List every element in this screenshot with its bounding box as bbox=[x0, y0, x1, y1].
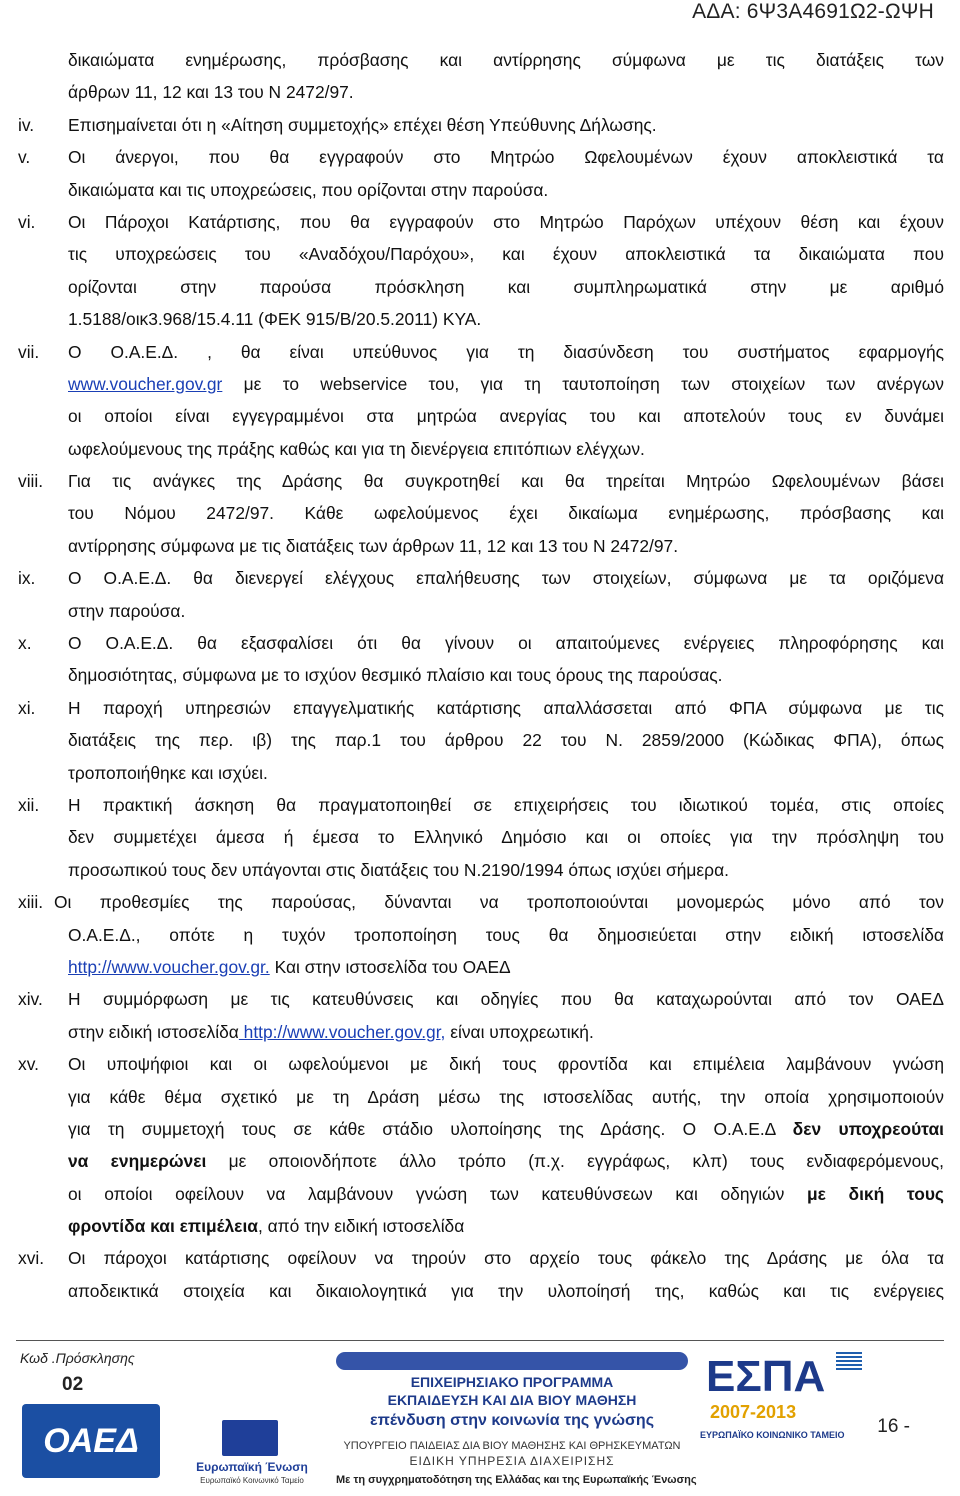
text-line: στην παρούσα. bbox=[68, 600, 186, 621]
espa-subtitle: ΕΥΡΩΠΑΪΚΟ ΚΟΙΝΩΝΙΚΟ ΤΑΜΕΙΟ bbox=[700, 1430, 845, 1440]
item-number: viii. bbox=[18, 471, 44, 492]
text-fragment: , από την ειδική ιστοσελίδα bbox=[257, 1216, 465, 1237]
invitation-code-label: Κωδ .Πρόσκλησης bbox=[20, 1350, 135, 1366]
text-line: προσωπικού τους δεν υπάγονται στις διατάξεις του Ν.2190/1994 όπως ισχύει σήμερα. bbox=[68, 859, 729, 880]
eu-logo bbox=[188, 1420, 316, 1490]
item-number: xiii. bbox=[18, 892, 44, 913]
text-line: Η πρακτική άσκηση θα πραγματοποιηθεί σε επιχειρήσεις του ιδιωτικού τομέα, στις οποίες bbox=[68, 794, 944, 815]
item-number: v. bbox=[18, 147, 31, 168]
item-number: x. bbox=[18, 633, 32, 654]
text-line bbox=[68, 1145, 944, 1177]
banner-bar bbox=[336, 1352, 688, 1370]
eu-subtitle: Ευρωπαϊκό Κοινωνικό Ταμείο bbox=[200, 1476, 304, 1485]
item-number: xv. bbox=[18, 1054, 39, 1075]
oaed-logo: ΟΑΕΔ bbox=[22, 1404, 160, 1478]
text-line: δικαιώματα και τις υποχρεώσεις, που ορίζονται στην παρούσα. bbox=[68, 179, 549, 200]
text-fragment: οι οποίοι οφείλουν να λαμβάνουν γνώση των κατευθύνσεων και οδηγιών bbox=[68, 1183, 785, 1204]
item-number: vi. bbox=[18, 211, 36, 232]
bold-fragment: να ενημερώνει bbox=[68, 1151, 207, 1172]
text-line: Οι υποψήφιοι και οι ωφελούμενοι με δική τους φροντίδα και επιμέλεια λαμβάνουν γνώση bbox=[68, 1054, 944, 1075]
bold-fragment: δεν υποχρεούται bbox=[792, 1118, 944, 1139]
text-line: για κάθε θέμα σχετικό με τη Δράση μέσω της ιστοσελίδας αυτής, την οποία χρησιμοποιούν bbox=[68, 1086, 944, 1107]
text-line bbox=[68, 1178, 944, 1210]
voucher-link[interactable]: www.voucher.gov.gr bbox=[68, 373, 223, 394]
item-number: xiv. bbox=[18, 989, 43, 1010]
text-line bbox=[68, 951, 944, 983]
item-number: vii. bbox=[18, 341, 40, 362]
banner-line: Με τη συγχρηματοδότηση της Ελλάδας και της Ευρωπαϊκής Ένωσης bbox=[336, 1474, 697, 1486]
espa-word: ΕΣΠΑ bbox=[706, 1352, 826, 1401]
text-line: ορίζονται στην παρούσα πρόσκληση και συμπληρωματικά στην με αριθμό bbox=[68, 276, 944, 297]
text-line: διατάξεις της περ. ιβ) της παρ.1 του άρθρου 22 του Ν. 2859/2000 (Κώδικας ΦΠΑ), όπως bbox=[68, 730, 944, 751]
eu-flag-icon bbox=[222, 1420, 278, 1456]
text-line: του Νόμου 2472/97. Κάθε ωφελούμενος έχει δικαίωμα ενημέρωσης, πρόσβασης και bbox=[68, 503, 944, 524]
text-line: Οι πάροχοι κατάρτισης οφείλουν να τηρούν στο αρχείο τους φάκελο της Δράσης με όλα τα bbox=[68, 1248, 944, 1269]
item-number: iv. bbox=[18, 114, 35, 135]
document-body bbox=[0, 44, 960, 1307]
text-line: οι οποίοι είναι εγγεγραμμένοι στα μητρώα ανεργίας του και αποτελούν τους εν δυνάμει bbox=[68, 406, 944, 427]
text-line: δημοσιότητας, σύμφωνα με το ισχύον θεσμικό πλαίσιο και τους όρους της παρούσας. bbox=[68, 665, 723, 686]
text-line: ωφελούμενους της πράξης καθώς και για τη διενέργεια επιτόπιων ελέγχων. bbox=[68, 438, 645, 459]
item-number: xvi. bbox=[18, 1248, 45, 1269]
text-line: Ο Ο.Α.Ε.Δ. , θα είναι υπεύθυνος για τη διασύνδεση του συστήματος εφαρμογής bbox=[68, 341, 944, 362]
text-line: αντίρρησης σύμφωνα με τις διατάξεις των άρθρων 11, 12 και 13 του Ν 2472/97. bbox=[68, 535, 679, 556]
text-line: τις υποχρεώσεις του «Αναδόχου/Παρόχου», και έχουν αποκλειστικά τα δικαιώματα που bbox=[68, 244, 944, 265]
banner-line: ΕΠΙΧΕΙΡΗΣΙΑΚΟ ΠΡΟΓΡΑΜΜΑ bbox=[410, 1374, 614, 1390]
invitation-code-value: 02 bbox=[62, 1374, 84, 1395]
ada-code: ΑΔΑ: 6Ψ3Α4691Ω2-ΩΨΗ bbox=[692, 0, 934, 23]
text-fragment: για τη συμμετοχή τους σε κάθε στάδιο υλοποίησης της Δράσης. Ο Ο.Α.Ε.Δ bbox=[68, 1118, 776, 1139]
text-line: Επισημαίνεται ότι η «Αίτηση συμμετοχής» επέχει θέση Υπεύθυνης Δήλωσης. bbox=[68, 114, 657, 135]
voucher-link[interactable]: http://www.voucher.gov.gr. bbox=[68, 956, 270, 977]
text-line: Ο.Α.Ε.Δ., οπότε η τυχόν τροποποίηση τους θα δημοσιεύεται στην ειδική ιστοσελίδα bbox=[68, 924, 944, 945]
text-fragment: με οποιονδήποτε άλλο τρόπο (π.χ. εγγράφως, κλπ) τους ενδιαφερόμενους, bbox=[228, 1151, 945, 1172]
text-line: Η συμμόρφωση με τις κατευθύνσεις και οδηγίες που θα καταχωρούνται από τον ΟΑΕΔ bbox=[68, 989, 944, 1010]
text-line bbox=[68, 1016, 944, 1048]
text-fragment: με το webservice του, για τη ταυτοποίηση των στοιχείων των ανέργων bbox=[243, 373, 944, 394]
espa-years: 2007-2013 bbox=[710, 1402, 797, 1422]
text-line bbox=[68, 1210, 944, 1242]
banner-line: ΕΙΔΙΚΗ ΥΠΗΡΕΣΙΑ ΔΙΑΧΕΙΡΙΣΗΣ bbox=[409, 1454, 615, 1468]
text-line: Ο Ο.Α.Ε.Δ. θα εξασφαλίσει ότι θα γίνουν οι απαιτούμενες ενέργειες πληροφόρησης και bbox=[68, 633, 944, 654]
text-line: άρθρων 11, 12 και 13 του Ν 2472/97. bbox=[68, 82, 354, 103]
item-number: ix. bbox=[18, 568, 36, 589]
item-number: xi. bbox=[18, 697, 36, 718]
bold-fragment: με δική τους bbox=[807, 1183, 944, 1204]
text-line: αποδεικτικά στοιχεία και δικαιολογητικά για την υλοποίησή της, καθώς και τις ενέργειες bbox=[68, 1280, 944, 1301]
text-line bbox=[68, 368, 944, 400]
program-banner bbox=[336, 1352, 697, 1492]
text-fragment: Και στην ιστοσελίδα του ΟΑΕΔ bbox=[274, 956, 511, 977]
text-line: δεν συμμετέχει άμεσα ή έμεσα το Ελληνικό Δημόσιο και οι οποίες για την πρόσληψη του bbox=[68, 827, 944, 848]
greek-flag-icon bbox=[836, 1352, 862, 1370]
text-line bbox=[68, 1113, 944, 1145]
footer-divider bbox=[16, 1340, 944, 1341]
banner-line: επένδυση στην κοινωνία της γνώσης bbox=[369, 1412, 655, 1429]
text-line: Οι προθεσμίες της παρούσας, δύνανται να τροποποιούνται μονομερώς μόνο από τον bbox=[54, 892, 944, 913]
text-line: Οι άνεργοι, που θα εγγραφούν στο Μητρώο Ωφελουμένων έχουν αποκλειστικά τα bbox=[68, 147, 944, 168]
text-fragment: στην ειδική ιστοσελίδα bbox=[68, 1021, 239, 1042]
eu-title: Ευρωπαϊκή Ένωση bbox=[196, 1460, 308, 1474]
text-line: 1.5188/οικ3.968/15.4.11 (ΦΕΚ 915/Β/20.5.2011) ΚΥΑ. bbox=[68, 309, 482, 330]
text-line: δικαιώματα ενημέρωσης, πρόσβασης και αντίρρησης σύμφωνα με τις διατάξεις των bbox=[68, 50, 944, 70]
text-fragment: είναι υποχρεωτική. bbox=[450, 1021, 594, 1042]
page-number: 16 - bbox=[877, 1416, 910, 1437]
banner-line: ΕΚΠΑΙΔΕΥΣΗ ΚΑΙ ΔΙΑ ΒΙΟΥ ΜΑΘΗΣΗ bbox=[387, 1392, 637, 1408]
text-line: Η παροχή υπηρεσιών επαγγελματικής κατάρτισης απαλλάσσεται από ΦΠΑ σύμφωνα με τις bbox=[68, 697, 944, 718]
item-number: xii. bbox=[18, 794, 40, 815]
bold-fragment: φροντίδα και επιμέλεια bbox=[68, 1216, 258, 1237]
text-line: τροποποιήθηκε και ισχύει. bbox=[68, 762, 268, 783]
espa-logo bbox=[700, 1352, 845, 1442]
text-line: Ο Ο.Α.Ε.Δ. θα διενεργεί ελέγχους επαλήθευσης των στοιχείων, σύμφωνα με τα οριζόμενα bbox=[68, 568, 944, 589]
voucher-link[interactable]: http://www.voucher.gov.gr, bbox=[238, 1021, 446, 1042]
text-line: Οι Πάροχοι Κατάρτισης, που θα εγγραφούν στο Μητρώο Παρόχων υπέχουν θέση και έχουν bbox=[68, 211, 944, 232]
text-line: Για τις ανάγκες της Δράσης θα συγκροτηθεί και θα τηρείται Μητρώο Ωφελουμένων βάσει bbox=[68, 471, 944, 492]
banner-line: ΥΠΟΥΡΓΕΙΟ ΠΑΙΔΕΙΑΣ ΔΙΑ ΒΙΟΥ ΜΑΘΗΣΗΣ ΚΑΙ ΘΡΗΣΚΕΥΜΑΤΩΝ bbox=[343, 1440, 681, 1452]
